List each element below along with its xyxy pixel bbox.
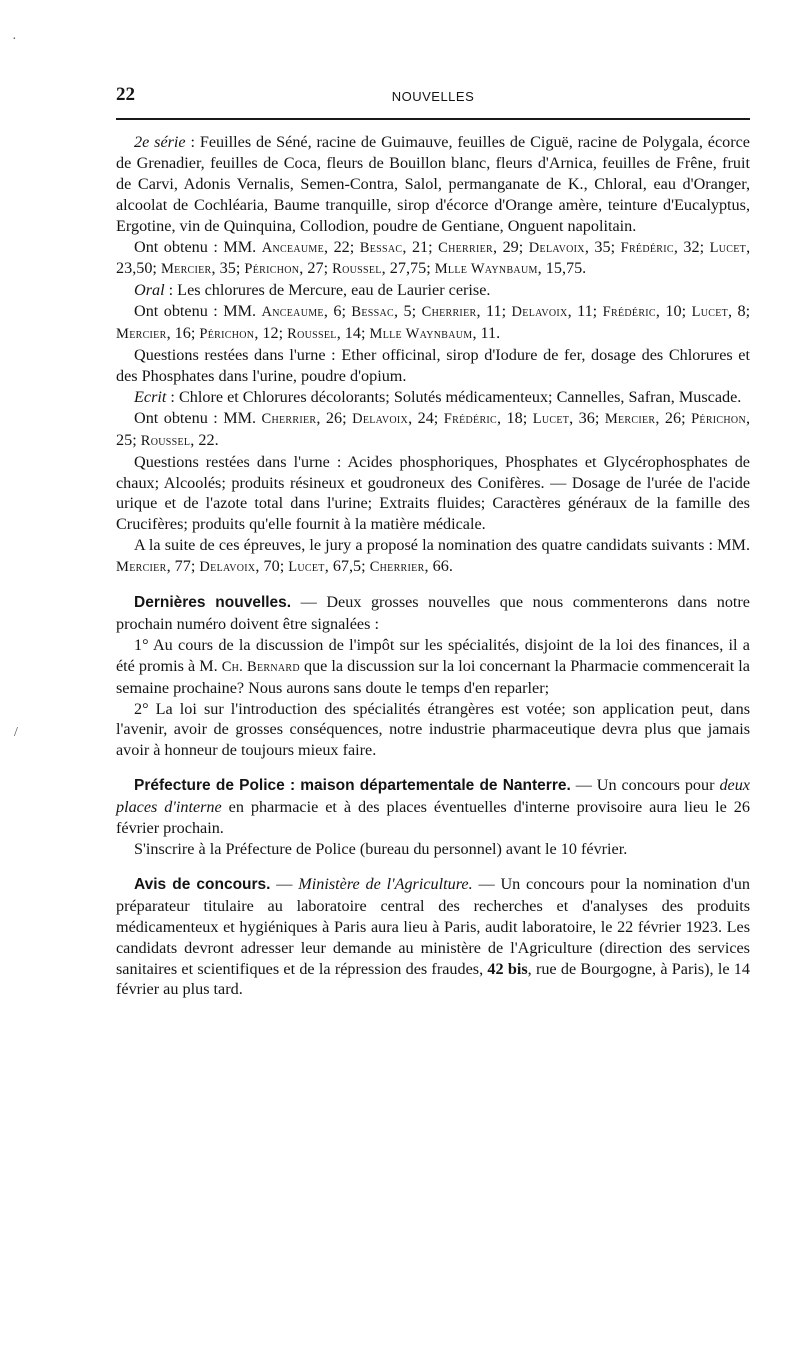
- prefecture-heading: Préfecture de Police : maison départementale de Nanterre.: [134, 777, 571, 795]
- candidate-score: 14: [344, 324, 361, 343]
- candidate-name: Frédéric: [620, 239, 674, 256]
- item-1-name: Ch. Bernard: [221, 658, 300, 675]
- questions-2-paragraph: Questions restées dans l'urne : Acides phosphoriques, Phosphates et Glycérophosphates de chaux; Alcoolés; produits résineux et goudroneux des Conifères. — Dosage de l'urée de l'acide urique et de l'azote total dans l'urine; Extraits fluides; Caractères généraux de la famille des Crucifères; produits qu'elle fournit à la matière médicale.: [116, 452, 750, 534]
- results-3-intro: Ont obtenu : MM.: [134, 408, 262, 427]
- concours-dash: —: [270, 874, 299, 893]
- questions-1-paragraph: Questions restées dans l'urne : Ether officinal, sirop d'Iodure de fer, dosage des Chlorures et des Phosphates dans l'urine, poudre d'opium.: [116, 346, 750, 385]
- candidate-name: Roussel: [332, 261, 382, 278]
- candidate-name: Lucet: [288, 559, 325, 576]
- candidate-name: Périchon: [199, 326, 255, 343]
- candidate-score: 25: [116, 430, 133, 449]
- running-header: [116, 84, 750, 112]
- margin-mark: ·: [12, 32, 17, 47]
- item-1-text-a: 1° Au cours de la discussion de l'impôt sur les spécialités, disjoint de la loi des finances, il a été promis à M.: [116, 635, 750, 675]
- candidate-score: 5: [403, 302, 412, 321]
- prefecture-paragraph: [116, 775, 750, 839]
- oral-label: Oral: [134, 281, 165, 300]
- candidate-name: Delavoix: [352, 410, 409, 427]
- candidate-score: 15,75: [545, 259, 583, 278]
- candidate-name: Mercier: [160, 261, 212, 278]
- candidate-name: Mercier: [116, 326, 167, 343]
- candidate-score: 29: [502, 237, 519, 256]
- candidate-name: Frédéric: [602, 304, 656, 321]
- prefecture-inscription: S'inscrire à la Préfecture de Police (bureau du personnel) avant le 10 février.: [134, 840, 628, 858]
- results-3-paragraph: Ont obtenu : MM. Cherrier, 26; Delavoix, 24; Frédéric, 18; Lucet, 36; Mercier, 26; Périchon, 25; Roussel, 22.: [116, 408, 751, 449]
- candidate-score: 11: [577, 302, 593, 321]
- concours-ministry: Ministère de l'Agriculture.: [298, 874, 473, 893]
- jury-paragraph: A la suite de ces épreuves, le jury a proposé la nomination des quatre candidats suivants : MM. Mercier, 77; Delavoix, 70; Lucet, 67,5; Cherrier, 66.: [116, 536, 750, 576]
- candidate-score: 27,75: [389, 259, 427, 278]
- candidate-score: 32: [683, 237, 700, 256]
- candidate-name: Bessac: [351, 304, 395, 321]
- concours-text-b: , rue de Bourgogne, à Paris), le 14 février au plus tard.: [116, 959, 750, 999]
- candidate-name: Delavoix: [199, 559, 256, 576]
- candidate-score: 11: [480, 324, 497, 343]
- ecrit-paragraph: [116, 387, 750, 408]
- margin-mark: /: [14, 725, 18, 740]
- candidate-score: 23,50: [116, 259, 153, 278]
- candidate-name: Roussel: [140, 432, 191, 449]
- page-number: 22: [116, 84, 135, 105]
- candidate-name: Mlle Waynbaum: [369, 326, 473, 343]
- candidate-name: Mercier: [604, 410, 656, 427]
- results-1-list: Anceaume, 22; Bessac, 21; Cherrier, 29; Delavoix, 35; Frédéric, 32; Lucet, 23,50; Mercier, 35; Périchon, 27; Roussel, 27,75; Mlle Waynbaum, 15,75: [116, 237, 751, 278]
- candidate-name: Lucet: [532, 410, 570, 427]
- candidate-name: Cherrier: [369, 559, 425, 576]
- candidate-name: Périchon: [691, 410, 746, 427]
- concours-address-number: 42 bis: [487, 959, 528, 978]
- series-2-text: : Feuilles de Séné, racine de Guimauve, feuilles de Ciguë, racine de Polygala, écorce de Grenadier, feuilles de Coca, fleurs de Bouillon blanc, fleurs d'Arnica, feuilles de Frêne, fruit de Carvi, Adonis Vernalis, Semen-Contra, Salol, permanganate de K., Chloral, eau d'Oranger, alcoolat de Cochléaria, Baume tranquille, sirop d'écorce d'Orange amère, teinture d'Eucalyptus, Ergotine, vin de Quinquina, Collodion, poudre de Gentiane, Onguent napolitain.: [116, 133, 750, 235]
- concours-heading: Avis de concours.: [134, 875, 271, 893]
- dernieres-item-1: [116, 635, 750, 699]
- candidate-name: Delavoix: [511, 304, 568, 321]
- candidate-name: Cherrier: [438, 239, 494, 256]
- avis-concours-paragraph: [116, 874, 750, 1000]
- running-title: NOUVELLES: [391, 89, 475, 104]
- ecrit-label: Ecrit: [134, 387, 167, 406]
- candidate-name: Lucet: [691, 304, 729, 321]
- item-1-text-b: que la discussion sur la loi concernant la Pharmacie commencerait la semaine prochaine? Nous aurons sans doute le temps d'en reparler;: [116, 656, 750, 697]
- prefecture-text-a: — Un concours pour: [570, 776, 720, 795]
- candidate-score: 10: [665, 302, 682, 321]
- header-rule: [116, 118, 750, 120]
- candidate-name: Mlle Waynbaum: [434, 261, 538, 278]
- candidate-score: 26: [664, 408, 682, 427]
- candidate-name: Périchon: [244, 261, 300, 278]
- candidate-score: 35: [594, 237, 611, 256]
- article-body: [116, 132, 750, 1000]
- candidate-name: Anceaume: [261, 304, 324, 321]
- candidate-score: 67,5: [332, 557, 362, 576]
- candidate-score: 36: [578, 408, 595, 427]
- candidate-name: Frédéric: [443, 410, 498, 427]
- candidate-score: 24: [417, 408, 434, 427]
- candidate-name: Bessac: [359, 239, 403, 256]
- concours-text-a: — Un concours pour la nomination d'un préparateur titulaire au laboratoire central des recherches et d'analyses des produits médicamenteux et hygiéniques à Paris aura lieu à Paris, audit laboratoire, le 22 février 1923. Les candidats devront adresser leur demande au ministère de l'Agriculture (direction des services sanitaires et scientifiques et de la répression des fraudes,: [116, 874, 750, 978]
- results-1-intro: Ont obtenu : MM.: [134, 237, 262, 256]
- candidate-score: 26: [325, 408, 343, 427]
- candidate-name: Cherrier: [421, 304, 477, 321]
- candidate-score: 22: [333, 237, 350, 256]
- jury-list: Mercier, 77; Delavoix, 70; Lucet, 67,5; Cherrier, 66: [116, 557, 449, 576]
- candidate-name: Cherrier: [261, 410, 317, 427]
- candidate-score: 21: [411, 237, 429, 256]
- dernieres-heading: Dernières nouvelles.: [134, 594, 292, 612]
- candidate-score: 70: [263, 557, 280, 576]
- candidate-score: 27: [307, 259, 324, 278]
- candidate-score: 66: [432, 557, 449, 576]
- candidate-score: 18: [506, 408, 523, 427]
- ecrit-text: : Chlore et Chlorures décolorants; Solutés médicamenteux; Cannelles, Safran, Muscade.: [166, 387, 742, 406]
- oral-text: : Les chlorures de Mercure, eau de Laurier cerise.: [164, 281, 491, 300]
- candidate-score: 35: [219, 259, 236, 278]
- prefecture-text-b: en pharmacie et à des places éventuelles d'interne provisoire aura lieu le 26 février prochain.: [116, 798, 750, 838]
- candidate-name: Roussel: [287, 326, 337, 343]
- candidate-name: Lucet: [709, 239, 747, 256]
- candidate-name: Mercier: [116, 559, 167, 576]
- candidate-score: 6: [333, 302, 342, 321]
- series-2-label: 2e série: [134, 133, 186, 151]
- dernieres-item-2: 2° La loi sur l'introduction des spécialités étrangères est votée; son application peut, dans l'avenir, avoir de grosses conséquences, notre industrie pharmaceutique devra plus que jamais avoir à honneur de toujours mieux faire.: [116, 699, 750, 760]
- oral-paragraph: [116, 280, 750, 301]
- candidate-score: 77: [174, 557, 191, 576]
- dernieres-intro: — Deux grosses nouvelles que nous commenterons dans notre prochain numéro doivent être signalées :: [116, 593, 750, 633]
- candidate-name: Anceaume: [261, 239, 325, 256]
- candidate-name: Delavoix: [528, 239, 585, 256]
- candidate-score: 12: [262, 324, 279, 343]
- candidate-score: 8: [737, 302, 746, 321]
- results-2-list: Anceaume, 6; Bessac, 5; Cherrier, 11; Delavoix, 11; Frédéric, 10; Lucet, 8; Mercier, 16; Périchon, 12; Roussel, 14; Mlle Waynbaum, 11: [116, 302, 751, 343]
- series-2-paragraph: [116, 132, 750, 237]
- candidate-score: 11: [485, 302, 502, 321]
- candidate-score: 16: [174, 324, 191, 343]
- results-2-paragraph: Ont obtenu : MM. Anceaume, 6; Bessac, 5; Cherrier, 11; Delavoix, 11; Frédéric, 10; Lucet, 8; Mercier, 16; Périchon, 12; Roussel, 14; Mlle Waynbaum, 11.: [116, 302, 751, 343]
- results-2-intro: Ont obtenu : MM.: [134, 302, 262, 321]
- results-3-list: Cherrier, 26; Delavoix, 24; Frédéric, 18; Lucet, 36; Mercier, 26; Périchon, 25; Roussel, 22: [116, 408, 751, 449]
- jury-intro: A la suite de ces épreuves, le jury a proposé la nomination des quatre candidats suivants : MM.: [134, 536, 750, 555]
- candidate-score: 22: [198, 430, 215, 449]
- dernieres-nouvelles-paragraph: [116, 592, 750, 635]
- results-1-paragraph: Ont obtenu : MM. Anceaume, 22; Bessac, 21; Cherrier, 29; Delavoix, 35; Frédéric, 32; Lucet, 23,50; Mercier, 35; Périchon, 27; Roussel, 27,75; Mlle Waynbaum, 15,75.: [116, 237, 751, 278]
- prefecture-italic: deux places d'interne: [116, 776, 750, 817]
